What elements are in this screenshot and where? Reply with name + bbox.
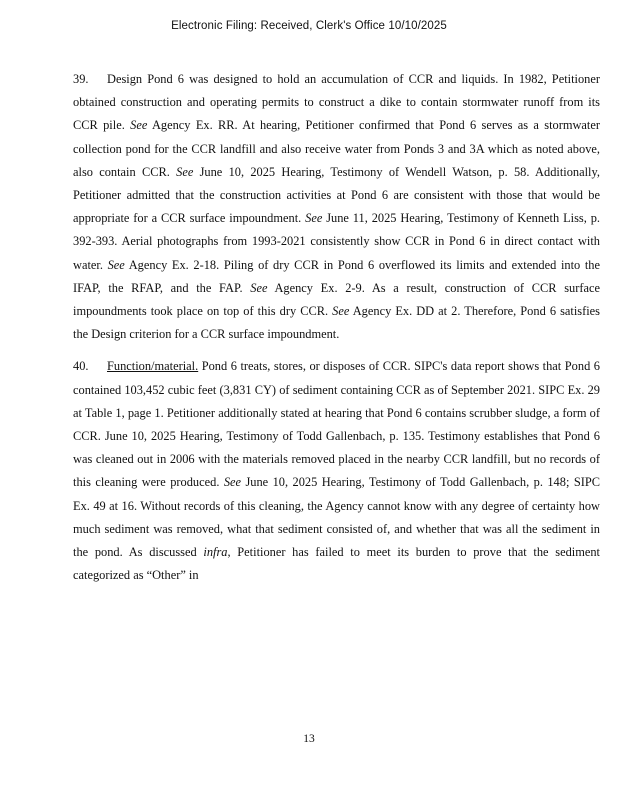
citation-signal: See: [332, 304, 350, 319]
text-run: June 10, 2025 Hearing, Testimony of Wendell Watson, p. 58. Additionally, Petitioner admitted that the construction activities at Pond 6 are consistent with those that would be appropriate for a CCR surface impoundment.: [73, 164, 600, 226]
paragraph-40: [73, 355, 600, 587]
citation-signal: infra: [203, 545, 228, 560]
text-run: Agency Ex. 2-18. Piling of dry CCR in Pond 6 overflowed its limits and extended into the IFAP, the RFAP, and the FAP.: [73, 257, 601, 295]
citation-signal: See: [107, 257, 125, 272]
citation-signal: See: [130, 118, 148, 133]
text-run: Agency Ex. DD at 2. Therefore, Pond 6 satisfies the Design criterion for a CCR surface impoundment.: [73, 304, 600, 342]
text-run: Agency Ex. RR. At hearing, Petitioner confirmed that Pond 6 serves as a stormwater collection pond for the CCR landfill and also receive water from Ponds 3 and 3A which as noted above, also contain CCR.: [73, 118, 600, 179]
text-run: June 11, 2025 Hearing, Testimony of Kenneth Liss, p. 392-393. Aerial photographs from 1993-2021 consistently show CCR in Pond 6 in direct contact with water.: [73, 211, 600, 272]
paragraph-number: 40.: [73, 359, 89, 374]
paragraph-number: 39.: [73, 72, 89, 86]
citation-signal: See: [305, 211, 323, 226]
text-run: Design Pond 6 was designed to hold an accumulation of CCR and liquids. In 1982, Petitioner obtained construction and operating permits to construct a dike to contain stormwater runoff from its CCR pile.: [73, 72, 600, 133]
text-run: June 10, 2025 Hearing, Testimony of Todd Gallenbach, p. 148; SIPC Ex. 49 at 16. Without records of this cleaning, the Agency cannot know with any degree of certainty how much sediment was removed, what that sediment consisted of, and whether that was all the sediment in the pond. As discussed: [73, 475, 600, 560]
citation-signal: See: [250, 280, 268, 295]
text-run: Agency Ex. 2-9. As a result, construction of CCR surface impoundments took place on top of this dry CCR.: [73, 280, 600, 319]
document-body: [73, 68, 600, 596]
citation-signal: See: [176, 164, 194, 179]
filing-stamp-header: Electronic Filing: Received, Clerk's Office 10/10/2025: [171, 20, 447, 32]
text-run: Pond 6 treats, stores, or disposes of CCR. SIPC's data report shows that Pond 6 contained 103,452 cubic feet (3,831 CY) of sediment containing CCR as of September 2021. SIPC Ex. 29 at Table 1, page 1. Petitioner additionally stated at hearing that Pond 6 contains scrubber sludge, a form of CCR. June 10, 2025 Hearing, Testimony of Todd Gallenbach, p. 135. Testimony establishes that Pond 6 was cleaned out in 2006 with the materials removed placed in the nearby CCR landfill, but no records of this cleaning were produced.: [73, 359, 600, 490]
text-run: , Petitioner has failed to meet its burden to prove that the sediment categorized as “Other” in: [73, 545, 600, 583]
citation-signal: See: [223, 475, 242, 490]
section-heading-function-material: Function/material.: [107, 359, 199, 374]
page-number: 13: [303, 733, 315, 745]
paragraph-39: [73, 68, 600, 346]
